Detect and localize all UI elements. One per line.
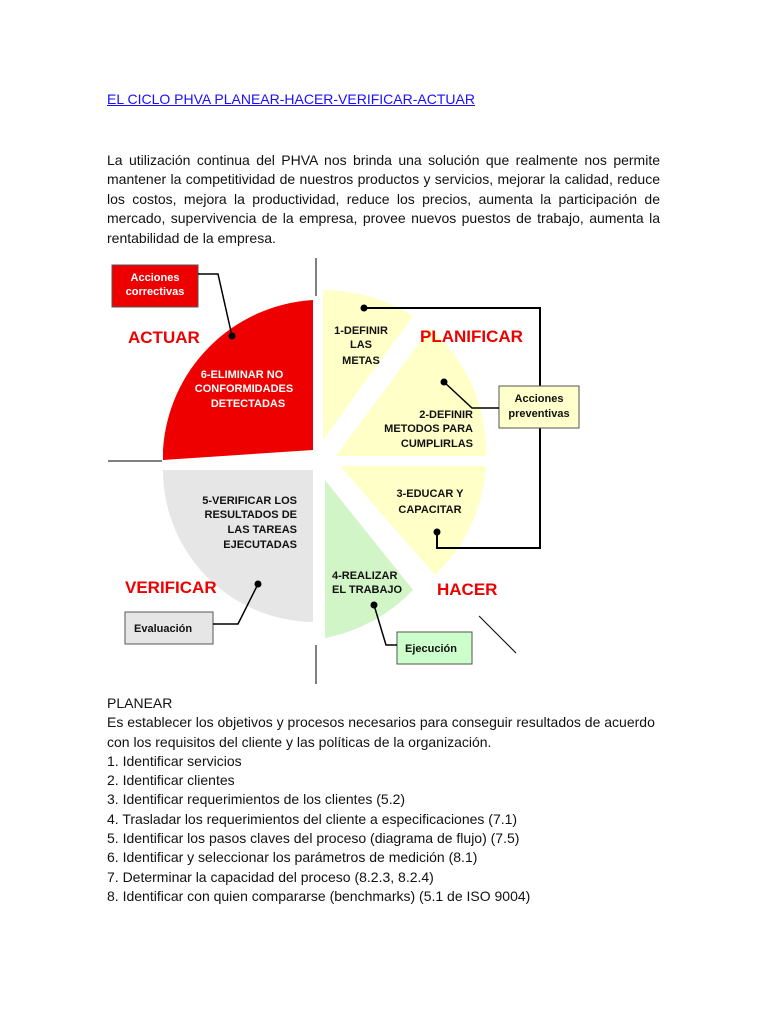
segment-6-line-2: CONFORMIDADES [194,383,294,395]
segment-2-line-1: 2-DEFINIR [419,409,473,421]
page-title[interactable]: EL CICLO PHVA PLANEAR-HACER-VERIFICAR-ACTUAR [107,91,475,107]
segment-3-line-2: CAPACITAR [398,504,462,516]
segment-4-line-2: EL TRABAJO [332,584,403,596]
list-item: 8. Identificar con quien compararse (benchmarks) (5.1 de ISO 9004) [107,887,531,904]
preventivas-dot [441,379,448,386]
hacer-label: HACER [437,580,498,599]
segment-3-line-1: 3-EDUCAR Y [396,488,464,500]
list-item: 1. Identificar servicios [107,752,242,769]
list-item: 3. Identificar requerimientos de los clientes (5.2) [107,791,406,808]
intro-paragraph: La utilización continua del PHVA nos brinda una solución que realmente nos permite mantener la competitividad de nuestros productos y servicios, mejorar la calidad, reduce los costos, mejora la productividad, reduce los precios, aumenta la participación de mercado, supervivencia de la empresa, provee nuevos puestos de trabajo, aumenta la rentabilidad de la empresa. [107,152,660,246]
preventivas-line-1: Acciones [514,393,564,405]
planificar-label: PLANIFICAR [420,327,523,346]
list-item: 2. Identificar clientes [107,772,235,789]
axis-diagonal [479,616,516,653]
segment-2-line-3: CUMPLIRLAS [400,438,473,450]
segment-5-line-1: 5-VERIFICAR LOS [202,495,297,507]
segment-6-line-3: DETECTADAS [210,398,286,410]
planear-description: Es establecer los objetivos y procesos necesarios para conseguir resultados de acuerdo con los requisitos del cliente y las políticas de la organización. [107,714,655,750]
list-item: 7. Determinar la capacidad del proceso (8.2.3, 8.2.4) [107,868,434,885]
segment-5-line-3: LAS TAREAS [227,524,297,536]
segment-1-line-1: 1-DEFINIR [334,325,388,337]
planear-list [107,752,667,906]
correctivas-line-2: correctivas [125,286,185,298]
segment-2-line-2: METODOS PARA [384,423,473,435]
segment-6-line-1: 6-ELIMINAR NO [200,369,284,381]
segment-5-line-2: RESULTADOS DE [204,509,297,521]
planear-heading: PLANEAR [107,695,173,711]
preventivas-line-2: preventivas [508,408,570,420]
evaluacion-text: Evaluación [134,623,193,635]
evaluacion-dot [255,581,262,588]
segment-1-line-3: METAS [342,355,380,367]
list-item: 5. Identificar los pasos claves del proceso (diagrama de flujo) (7.5) [107,830,520,847]
phva-cycle-diagram [100,250,700,690]
planear-section [107,694,667,906]
verificar-label: VERIFICAR [125,578,217,597]
connector-dot-end [434,529,441,536]
segment-5-line-4: EJECUTADAS [223,539,297,551]
ejecucion-text: Ejecución [405,643,457,655]
correctivas-dot [229,333,236,340]
correctivas-line-1: Acciones [130,272,180,284]
ejecucion-dot [371,602,378,609]
segment-4-line-1: 4-REALIZAR [332,570,398,582]
segment-1-line-2: LAS [350,339,372,351]
actuar-label: ACTUAR [128,328,200,347]
list-item: 6. Identificar y seleccionar los parámetros de medición (8.1) [107,849,478,866]
list-item: 4. Trasladar los requerimientos del cliente a especificaciones (7.1) [107,810,518,827]
connector-dot-start [361,305,368,312]
correctivas-pointer [198,274,232,336]
